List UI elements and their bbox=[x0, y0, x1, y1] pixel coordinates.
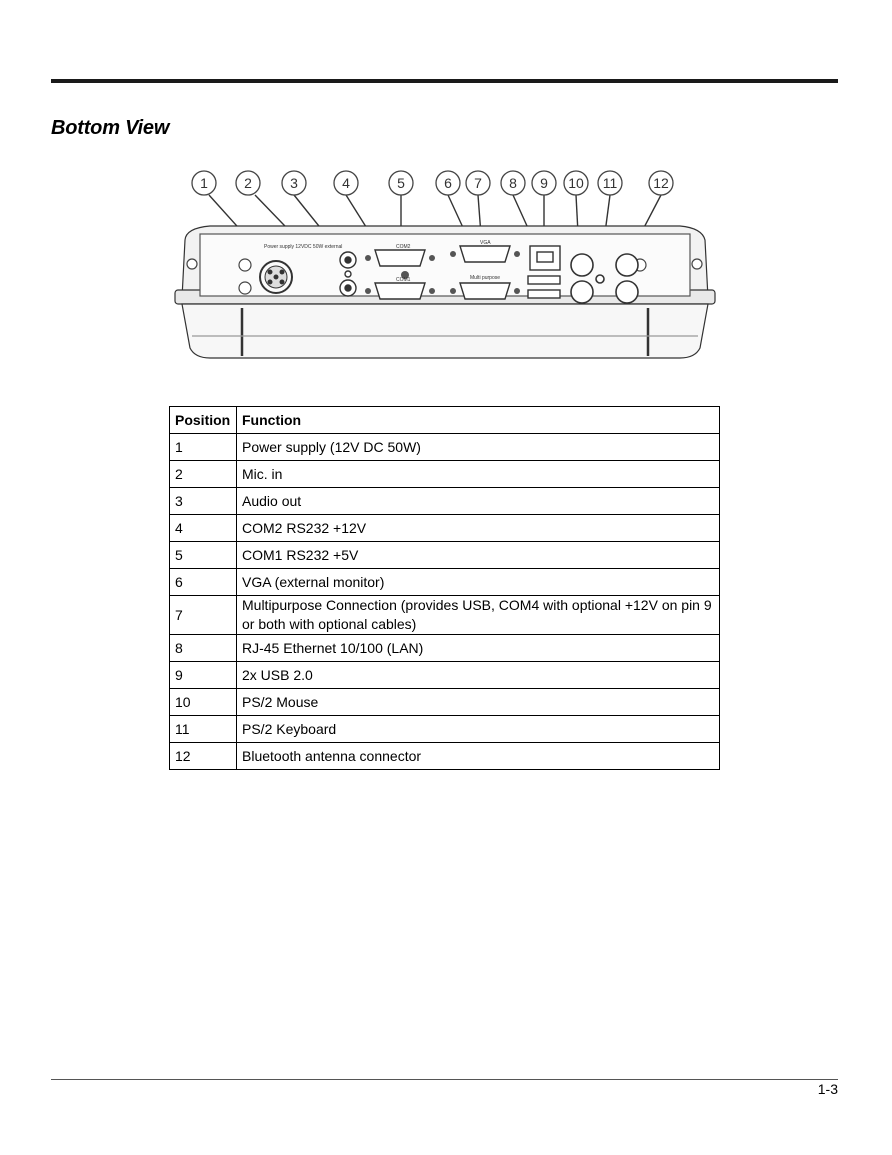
position-cell: 1 bbox=[170, 434, 237, 461]
function-header: Function bbox=[237, 407, 720, 434]
callout-10 bbox=[564, 171, 588, 195]
position-cell: 3 bbox=[170, 488, 237, 515]
table-row bbox=[170, 716, 720, 743]
callout-3 bbox=[282, 171, 306, 195]
svg-text:9: 9 bbox=[540, 175, 548, 191]
function-cell: PS/2 Keyboard bbox=[237, 716, 720, 743]
callout-2 bbox=[236, 171, 260, 195]
footer-rule bbox=[51, 1079, 838, 1080]
table-row bbox=[170, 743, 720, 770]
callout-11 bbox=[598, 171, 622, 195]
svg-text:8: 8 bbox=[509, 175, 517, 191]
callout-7 bbox=[466, 171, 490, 195]
table-row bbox=[170, 596, 720, 635]
vga-port-label: VGA bbox=[480, 240, 491, 246]
power-port-label: Power supply 12VDC 50W external bbox=[264, 244, 343, 250]
callout-6 bbox=[436, 171, 460, 195]
function-cell: Power supply (12V DC 50W) bbox=[237, 434, 720, 461]
table-row bbox=[170, 542, 720, 569]
callout-5 bbox=[389, 171, 413, 195]
position-cell: 4 bbox=[170, 515, 237, 542]
function-cell: COM2 RS232 +12V bbox=[237, 515, 720, 542]
svg-text:12: 12 bbox=[653, 175, 669, 191]
svg-text:3: 3 bbox=[290, 175, 298, 191]
callout-8 bbox=[501, 171, 525, 195]
page-number: 1-3 bbox=[817, 1081, 838, 1097]
function-cell: COM1 RS232 +5V bbox=[237, 542, 720, 569]
function-cell: PS/2 Mouse bbox=[237, 689, 720, 716]
svg-text:5: 5 bbox=[397, 175, 405, 191]
table-row bbox=[170, 569, 720, 596]
position-cell: 6 bbox=[170, 569, 237, 596]
svg-text:1: 1 bbox=[200, 175, 208, 191]
callout-4 bbox=[334, 171, 358, 195]
function-cell: VGA (external monitor) bbox=[237, 569, 720, 596]
position-cell: 8 bbox=[170, 635, 237, 662]
position-cell: 12 bbox=[170, 743, 237, 770]
position-cell: 9 bbox=[170, 662, 237, 689]
header-rule bbox=[51, 79, 838, 83]
function-cell: Bluetooth antenna connector bbox=[237, 743, 720, 770]
svg-text:7: 7 bbox=[474, 175, 482, 191]
callout-9 bbox=[532, 171, 556, 195]
table-row bbox=[170, 488, 720, 515]
multipurpose-port-label: Multi purpose bbox=[470, 275, 501, 281]
callout-1 bbox=[192, 171, 216, 195]
table-row bbox=[170, 635, 720, 662]
table-row bbox=[170, 689, 720, 716]
position-cell: 7 bbox=[170, 596, 237, 635]
position-cell: 2 bbox=[170, 461, 237, 488]
svg-text:6: 6 bbox=[444, 175, 452, 191]
svg-text:2: 2 bbox=[244, 175, 252, 191]
function-cell: Mic. in bbox=[237, 461, 720, 488]
position-header: Position bbox=[170, 407, 237, 434]
com1-port-label: COM1 bbox=[396, 277, 411, 283]
position-cell: 10 bbox=[170, 689, 237, 716]
svg-text:4: 4 bbox=[342, 175, 350, 191]
callout-12 bbox=[649, 171, 673, 195]
function-cell: Multipurpose Connection (provides USB, COM4 with optional +12V on pin 9 or both with optional cables) bbox=[237, 596, 720, 635]
function-cell: 2x USB 2.0 bbox=[237, 662, 720, 689]
table-row bbox=[170, 434, 720, 461]
position-cell: 5 bbox=[170, 542, 237, 569]
position-cell: 11 bbox=[170, 716, 237, 743]
bottom-view-diagram bbox=[170, 168, 720, 368]
table-row bbox=[170, 662, 720, 689]
function-cell: RJ-45 Ethernet 10/100 (LAN) bbox=[237, 635, 720, 662]
com2-port-label: COM2 bbox=[396, 244, 411, 250]
section-title: Bottom View bbox=[51, 117, 170, 139]
svg-text:11: 11 bbox=[602, 175, 618, 191]
table-header-row bbox=[170, 407, 720, 434]
function-cell: Audio out bbox=[237, 488, 720, 515]
svg-text:10: 10 bbox=[568, 175, 584, 191]
table-row bbox=[170, 515, 720, 542]
ports-table bbox=[169, 406, 720, 770]
table-row bbox=[170, 461, 720, 488]
